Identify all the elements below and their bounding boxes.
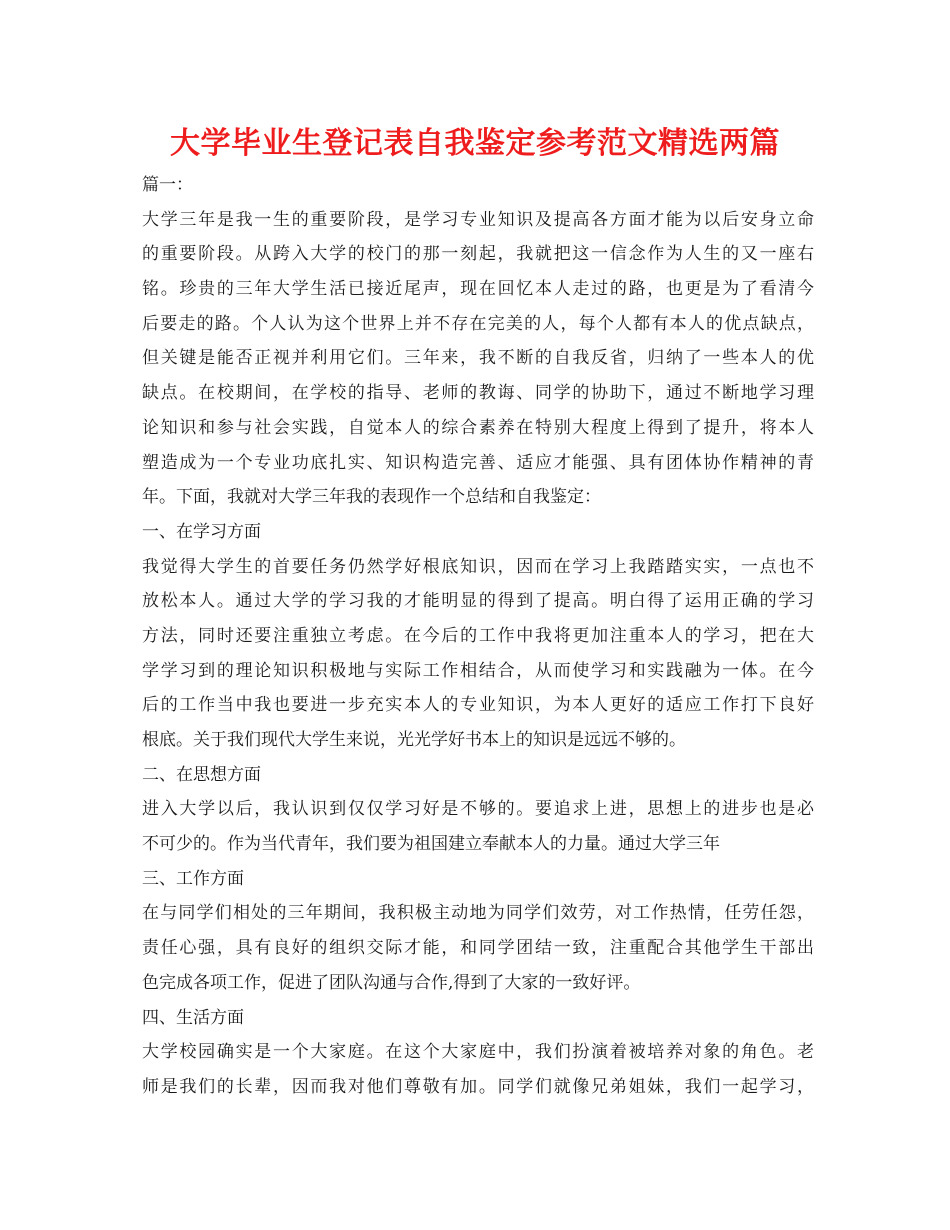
paragraph-line: 师是我们的长辈，因而我对他们尊敬有加。同学们就像兄弟姐妹，我们一起学习， [142, 1076, 814, 1097]
paragraph-line: 后的工作当中我也要进一步充实本人的专业知识，为本人更好的适应工作打下良好 [142, 695, 814, 716]
paragraph-line: 我觉得大学生的首要任务仍然学好根底知识，因而在学习上我踏踏实实，一点也不 [142, 556, 814, 577]
paragraph-line: 缺点。在校期间，在学校的指导、老师的教诲、同学的协助下，通过不断地学习理 [142, 383, 814, 404]
paragraph-line: 大学校园确实是一个大家庭。在这个大家庭中，我们扮演着被培养对象的角色。老 [142, 1042, 814, 1063]
paragraph-line: 的重要阶段。从跨入大学的校门的那一刻起，我就把这一信念作为人生的又一座右 [142, 244, 814, 265]
paragraph-line: 学学习到的理论知识积极地与实际工作相结合，从而使学习和实践融为一体。在今 [142, 660, 814, 681]
paragraph-line: 一、在学习方面 [142, 521, 261, 542]
paragraph-line: 色完成各项工作，促进了团队沟通与合作,得到了大家的一致好评。 [142, 972, 641, 993]
paragraph-line: 方法，同时还要注重独立考虑。在今后的工作中我将更加注重本人的学习，把在大 [142, 625, 814, 646]
document-body [142, 168, 814, 1105]
paragraph-line: 根底。关于我们现代大学生来说，光光学好书本上的知识是远远不够的。 [142, 730, 686, 750]
paragraph-line: 进入大学以后，我认识到仅仅学习好是不够的。要追求上进，思想上的进步也是必 [142, 799, 814, 820]
paragraph-line: 大学三年是我一生的重要阶段，是学习专业知识及提高各方面才能为以后安身立命 [142, 209, 814, 230]
paragraph-line: 不可少的。作为当代青年，我们要为祖国建立奉献本人的力量。通过大学三年 [142, 834, 720, 855]
paragraph-line: 责任心强，具有良好的组织交际才能，和同学团结一致，注重配合其他学生干部出 [142, 938, 814, 959]
paragraph-line: 篇一： [142, 175, 193, 195]
paragraph-line: 塑造成为一个专业功底扎实、知识构造完善、适应才能强、具有团体协作精神的青 [142, 452, 814, 473]
paragraph-line: 三、工作方面 [142, 868, 244, 889]
paragraph-line: 放松本人。通过大学的学习我的才能明显的得到了提高。明白得了运用正确的学习 [142, 591, 814, 612]
paragraph-line: 但关键是能否正视并利用它们。三年来，我不断的自我反省，归纳了一些本人的优 [142, 348, 814, 369]
document-title: 大学毕业生登记表自我鉴定参考范文精选两篇 [170, 126, 780, 161]
paragraph-line: 在与同学们相处的三年期间，我积极主动地为同学们效劳，对工作热情，任劳任怨， [142, 903, 814, 924]
paragraph-line: 四、生活方面 [142, 1007, 244, 1028]
paragraph-line: 论知识和参与社会实践，自觉本人的综合素养在特别大程度上得到了提升，将本人 [142, 417, 814, 438]
paragraph-line: 铭。珍贵的三年大学生活已接近尾声，现在回忆本人走过的路，也更是为了看清今 [142, 279, 814, 300]
paragraph-line: 年。下面，我就对大学三年我的表现作一个总结和自我鉴定： [142, 487, 601, 508]
paragraph-line: 后要走的路。个人认为这个世界上并不存在完美的人，每个人都有本人的优点缺点， [142, 313, 814, 334]
paragraph-line: 二、在思想方面 [142, 764, 261, 785]
